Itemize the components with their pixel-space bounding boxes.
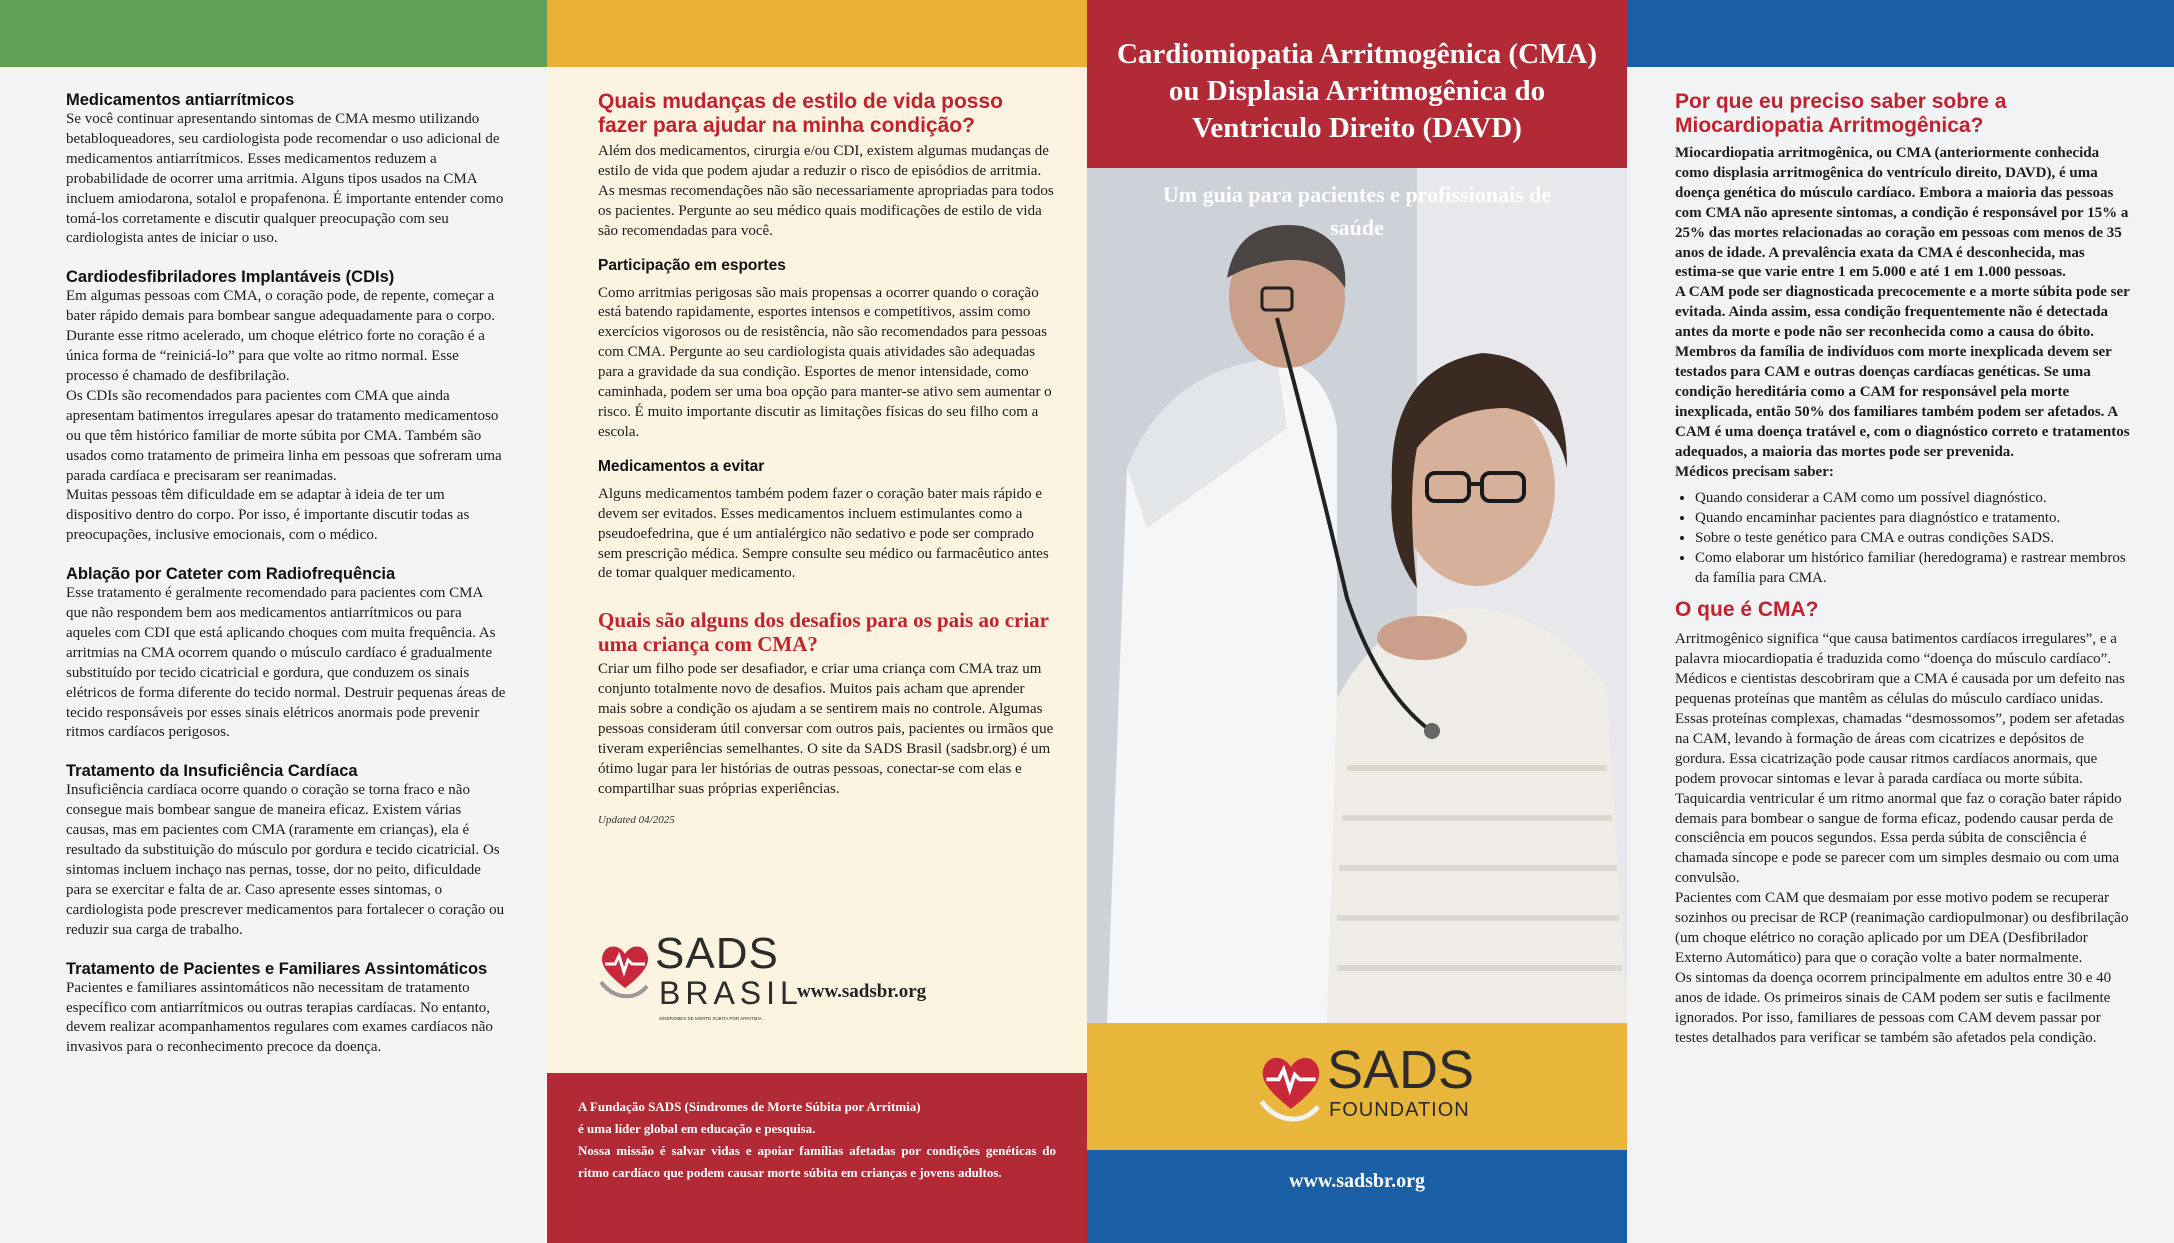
list-item: • Como elaborar um histórico familiar (heredograma) e rastrear membros da família para CMA. [1695,548,2133,588]
blue-top-bar [1627,0,2174,67]
cover-website-link[interactable]: www.sadsbr.org [1289,1170,1425,1192]
list-item: • Quando considerar a CAM como um possível diagnóstico. [1695,488,2133,508]
heart-hands-icon [1255,1045,1327,1131]
logo-brasil-text: BRASIL [659,975,803,1011]
text-what-4: Os sintomas da doença ocorrem principalmente em adultos entre 30 e 40 anos de idade. Os primeiros sinais de CAM podem ser sutis e facilmente ignorados. Por isso, familiares de pessoas com CAM devem passar por testes detalhados para verificar se também são afetados pela condição. [1675,969,2112,1046]
text-asymptomatic: Pacientes e familiares assintomáticos não necessitam de tratamento específico com antiarrítmicos ou outras terapias cardíacas. No entanto, devem realizar acompanhamentos regulares com exames cardíacos não invasivos para o reconhecimento precoce da doença. [66,979,493,1056]
text-meds-avoid: Alguns medicamentos também podem fazer o coração bater mais rápido e devem ser evitados. Esses medicamentos incluem estimulantes como a pseudoefedrina, que é um antialérgico não sedativo e pode ser comprado sem prescrição médica. Sempre consulte seu médico ou farmacêutico antes de tomar qualquer medicamento. [598,485,1049,582]
logo-tagline: SÍNDROMES DE MORTE SÚBITA POR ARRITMIA [659,1016,762,1021]
panel2-column [598,90,1054,826]
heading-sports: Participação em esportes [598,256,786,274]
panel-treatments [0,0,547,1243]
sads-foundation-logo [1255,1041,1485,1136]
doctor-patient-illustration [1087,168,1627,1023]
text-what-3: Pacientes com CAM que desmaiam por esse motivo podem se recuperar sozinhos ou precisar de RCP (reanimação cardiopulmonar) ou desfibrilação (um choque elétrico no coração aplicado por um DEA (Desfibrilador Externo Automático) para que o coração volte a bater normalmente. [1675,890,2129,966]
logo-foundation-text: FOUNDATION [1329,1099,1470,1121]
panel-lifestyle [547,0,1087,1243]
green-top-bar [0,0,547,67]
heading-heart-failure: Tratamento da Insuficiência Cardíaca [66,762,358,781]
heart-hands-icon [597,936,653,1006]
text-what-1: Arritmogênico significa “que causa batimentos cardíacos irregulares”, e a palavra miocardiopatia é traduzida como “doença do músculo cardíaco”. Médicos e cientistas descobriram que a CMA é causada por um defeito nas pequenas proteínas que mantêm as células do músculo cardíaco unidas. Essas proteínas complexas, chamadas “desmossomos”, podem ser afetadas na CAM, levando à formação de áreas com cicatrizes e depósitos de gordura. Essa cicatrização pode causar ritmos cardíacos anormais, que podem provocar sintomas e levar à parada cardíaca ou morte súbita. [1675,631,2125,787]
heading-parents: Quais são alguns dos desafios para os pais ao criar uma criança com CMA? [598,608,1049,657]
url-band [1087,1150,1627,1243]
doctors-list [1675,488,2133,588]
list-item: • Quando encaminhar pacientes para diagnóstico e tratamento. [1695,508,2133,528]
text-cdis-2: Os CDIs são recomendados para pacientes com CMA que ainda apresentam batimentos irregulares apesar do tratamento medicamentoso ou que têm histórico familiar de morte súbita por CMA. Também são usados como tratamento de primeira linha em pessoas que sofreram uma parada cardíaca e precisaram ser reanimadas. [66,387,502,484]
heading-cdis: Cardiodesfibriladores Implantáveis (CDIs) [66,268,395,287]
mission-line-2: é uma líder global em educação e pesquisa. [578,1121,816,1136]
logo-sads-text: SADS [1327,1040,1475,1100]
text-doctors-need: Médicos precisam saber: [1675,463,1834,480]
panel-about-cma [1627,0,2174,1243]
heading-meds-avoid: Medicamentos a evitar [598,457,765,475]
panel-cover [1087,0,1627,1243]
logo-sads-text: SADS [655,929,779,978]
heading-asymptomatic: Tratamento de Pacientes e Familiares Assintomáticos [66,959,488,978]
website-link[interactable]: www.sadsbr.org [797,981,927,1002]
text-lifestyle-intro: Além dos medicamentos, cirurgia e/ou CDI, existem algumas mudanças de estilo de vida que podem ajudar a reduzir o risco de episódios de arritmia. As mesmas recomendações não são necessariamente apropriadas para todos os pacientes. Pergunte ao seu médico quais modificações de estilo de vida são recomendadas para você. [598,143,1054,239]
text-why-1: Miocardiopatia arritmogênica, ou CMA (anteriormente conhecida como displasia arritmogênica do ventrículo direito, DAVD), é uma doença genética do músculo cardíaco. Embora a maioria das pessoas com CMA não apresente sintomas, a condição é responsável por 15% a 25% das mortes relacionadas ao coração em pessoas com menos de 35 anos de idade. A prevalência exata da CMA é desconhecida, mas estima-se que varie entre 1 em 5.000 e até 1 em 1.000 pessoas. [1675,145,2129,281]
mission-line-3: Nossa missão é salvar vidas e apoiar famílias afetadas por condições genéticas do ritmo cardíaco que podem causar morte súbita em crianças e jovens adultos. [578,1143,1056,1180]
text-heart-failure: Insuficiência cardíaca ocorre quando o coração se torna fraco e não consegue mais bombear sangue de maneira eficaz. Existem várias causas, mas em pacientes com CMA (raramente em crianças), ela é resultado da substituição do músculo por gordura e tecido cicatricial. Os sintomas incluem inchaço nas pernas, tosse, dor no peito, dificuldade para se exercitar e falta de ar. Caso apresente esses sintomas, o cardiologista pode prescrever medicamentos para fortalecer o coração ou reduzir sua carga de trabalho. [66,782,505,938]
panel4-column [1675,90,2133,1048]
panel1-column [66,90,506,1058]
text-cdis-1: Em algumas pessoas com CMA, o coração pode, de repente, começar a bater rápido demais para bombear sangue adequadamente para o corpo. Durante esse ritmo acelerado, um choque elétrico forte no coração é a única forma de “reiniciá-lo” para que volte ao ritmo normal. Esse processo é chamado de desfibrilação. [66,288,495,384]
text-sports: Como arritmias perigosas são mais propensas a ocorrer quando o coração está batendo rapidamente, esportes intensos e competitivos, assim como exercícios vigorosos ou de resistência, não são recomendados para pessoas com CMA. Pergunte ao seu cardiologista quais atividades são adequadas para a gravidade da sua condição. Esportes de menor intensidade, como caminhada, podem ser uma boa opção para manter-se ativo sem aumentar o risco. É muito importante discutir as limitações físicas do seu filho com a escola. [598,284,1052,440]
cover-subtitle: Um guia para pacientes e profissionais de saúde [1162,182,1552,240]
text-parents: Criar um filho pode ser desafiador, e criar uma criança com CMA traz um conjunto totalmente novo de desafios. Muitos pais acham que aprender mais sobre a condição os ajudam a se sentirem mais no controle. Algumas pessoas consideram útil conversar com outros pais, pacientes ou irmãos que tiveram experiências semelhantes. O site da SADS Brasil (sadsbr.org) é um ótimo lugar para ler histórias de outras pessoas, conectar-se com elas e compartilhar suas próprias experiências. [598,661,1054,797]
cover-title: Cardiomiopatia Arritmogênica (CMA) ou Displasia Arritmogênica do Ventriculo Direito (DAVD) [1116,38,1597,144]
heading-why-know: Por que eu preciso saber sobre a Miocardiopatia Arritmogênica? [1675,90,2007,137]
text-what-2: Taquicardia ventricular é um ritmo anormal que faz o coração bater rápido demais para bombear o sangue de forma eficaz, podendo causar perda de consciência em poucos segundos. Essa perda súbita de consciência é chamada síncope e pode se parecer com um simples desmaio ou com uma convulsão. [1675,790,2122,887]
gold-top-bar [547,0,1087,67]
mission-line-1: A Fundação SADS (Síndromes de Morte Súbita por Arritmia) [578,1099,921,1114]
heading-lifestyle: Quais mudanças de estilo de vida posso fazer para ajudar na minha condição? [598,90,1003,137]
text-ablation: Esse tratamento é geralmente recomendado para pacientes com CMA que não respondem bem aos medicamentos antiarrítmicos ou para aqueles com CDI que está aplicando choques com muita frequência. As arritmias na CMA ocorrem quando o músculo cardíaco é gradualmente substituído por tecido cicatricial e gordura, que conduzem os sinais elétricos de forma diferente do tecido normal. Destruir pequenas áreas de tecido responsáveis por esses sinais elétricos anormais pode prevenir ritmos cardíacos perigosos. [66,585,506,741]
heading-antiarrhythmics: Medicamentos antiarrítmicos [66,91,295,109]
updated-date: Updated 04/2025 [598,813,675,826]
text-antiarrhythmics: Se você continuar apresentando sintomas de CMA mesmo utilizando betabloqueadores, seu cardiologista pode recomendar o uso adicional de medicamentos antiarrítmicos. Esses medicamentos reduzem a probabilidade de ocorrer uma arritmia. Alguns tipos usados na CMA incluem amiodarona, sotalol e propafenona. É importante entender como tomá-los corretamente e discutir qualquer preocupação com seu cardiologista antes de iniciar o uso. [66,111,504,247]
cover-header [1087,0,1627,168]
text-cdis-3: Muitas pessoas têm dificuldade em se adaptar à ideia de ter um dispositivo dentro do corpo. Por isso, é importante discutir todas as preocupações, inclusive emocionais, com o médico. [66,487,470,544]
cover-photo [1087,168,1627,1023]
logo-band [1087,1023,1627,1150]
mission-text [578,1096,1056,1184]
heading-what-is-cma: O que é CMA? [1675,598,1819,622]
text-why-2: A CAM pode ser diagnosticada precocemente e a morte súbita pode ser evitada. Ainda assim, essa condição frequentemente não é detectada antes da morte e pode não ser reconhecida como a causa do óbito. Membros da família de indivíduos com morte inexplicada devem ser testados para CAM e outras doenças cardíacas genéticas. Se uma condição hereditária como a CAM for responsável pela morte inexplicada, então 50% dos familiares também podem ser afetados. A CAM é uma doença tratável e, com o diagnóstico correto e tratamentos adequados, a maioria das mortes pode ser prevenida. [1675,284,2130,460]
sads-brasil-logo [597,929,803,1035]
heading-ablation: Ablação por Cateter com Radiofrequência [66,565,396,584]
list-item: • Sobre o teste genético para CMA e outras condições SADS. [1695,528,2133,548]
